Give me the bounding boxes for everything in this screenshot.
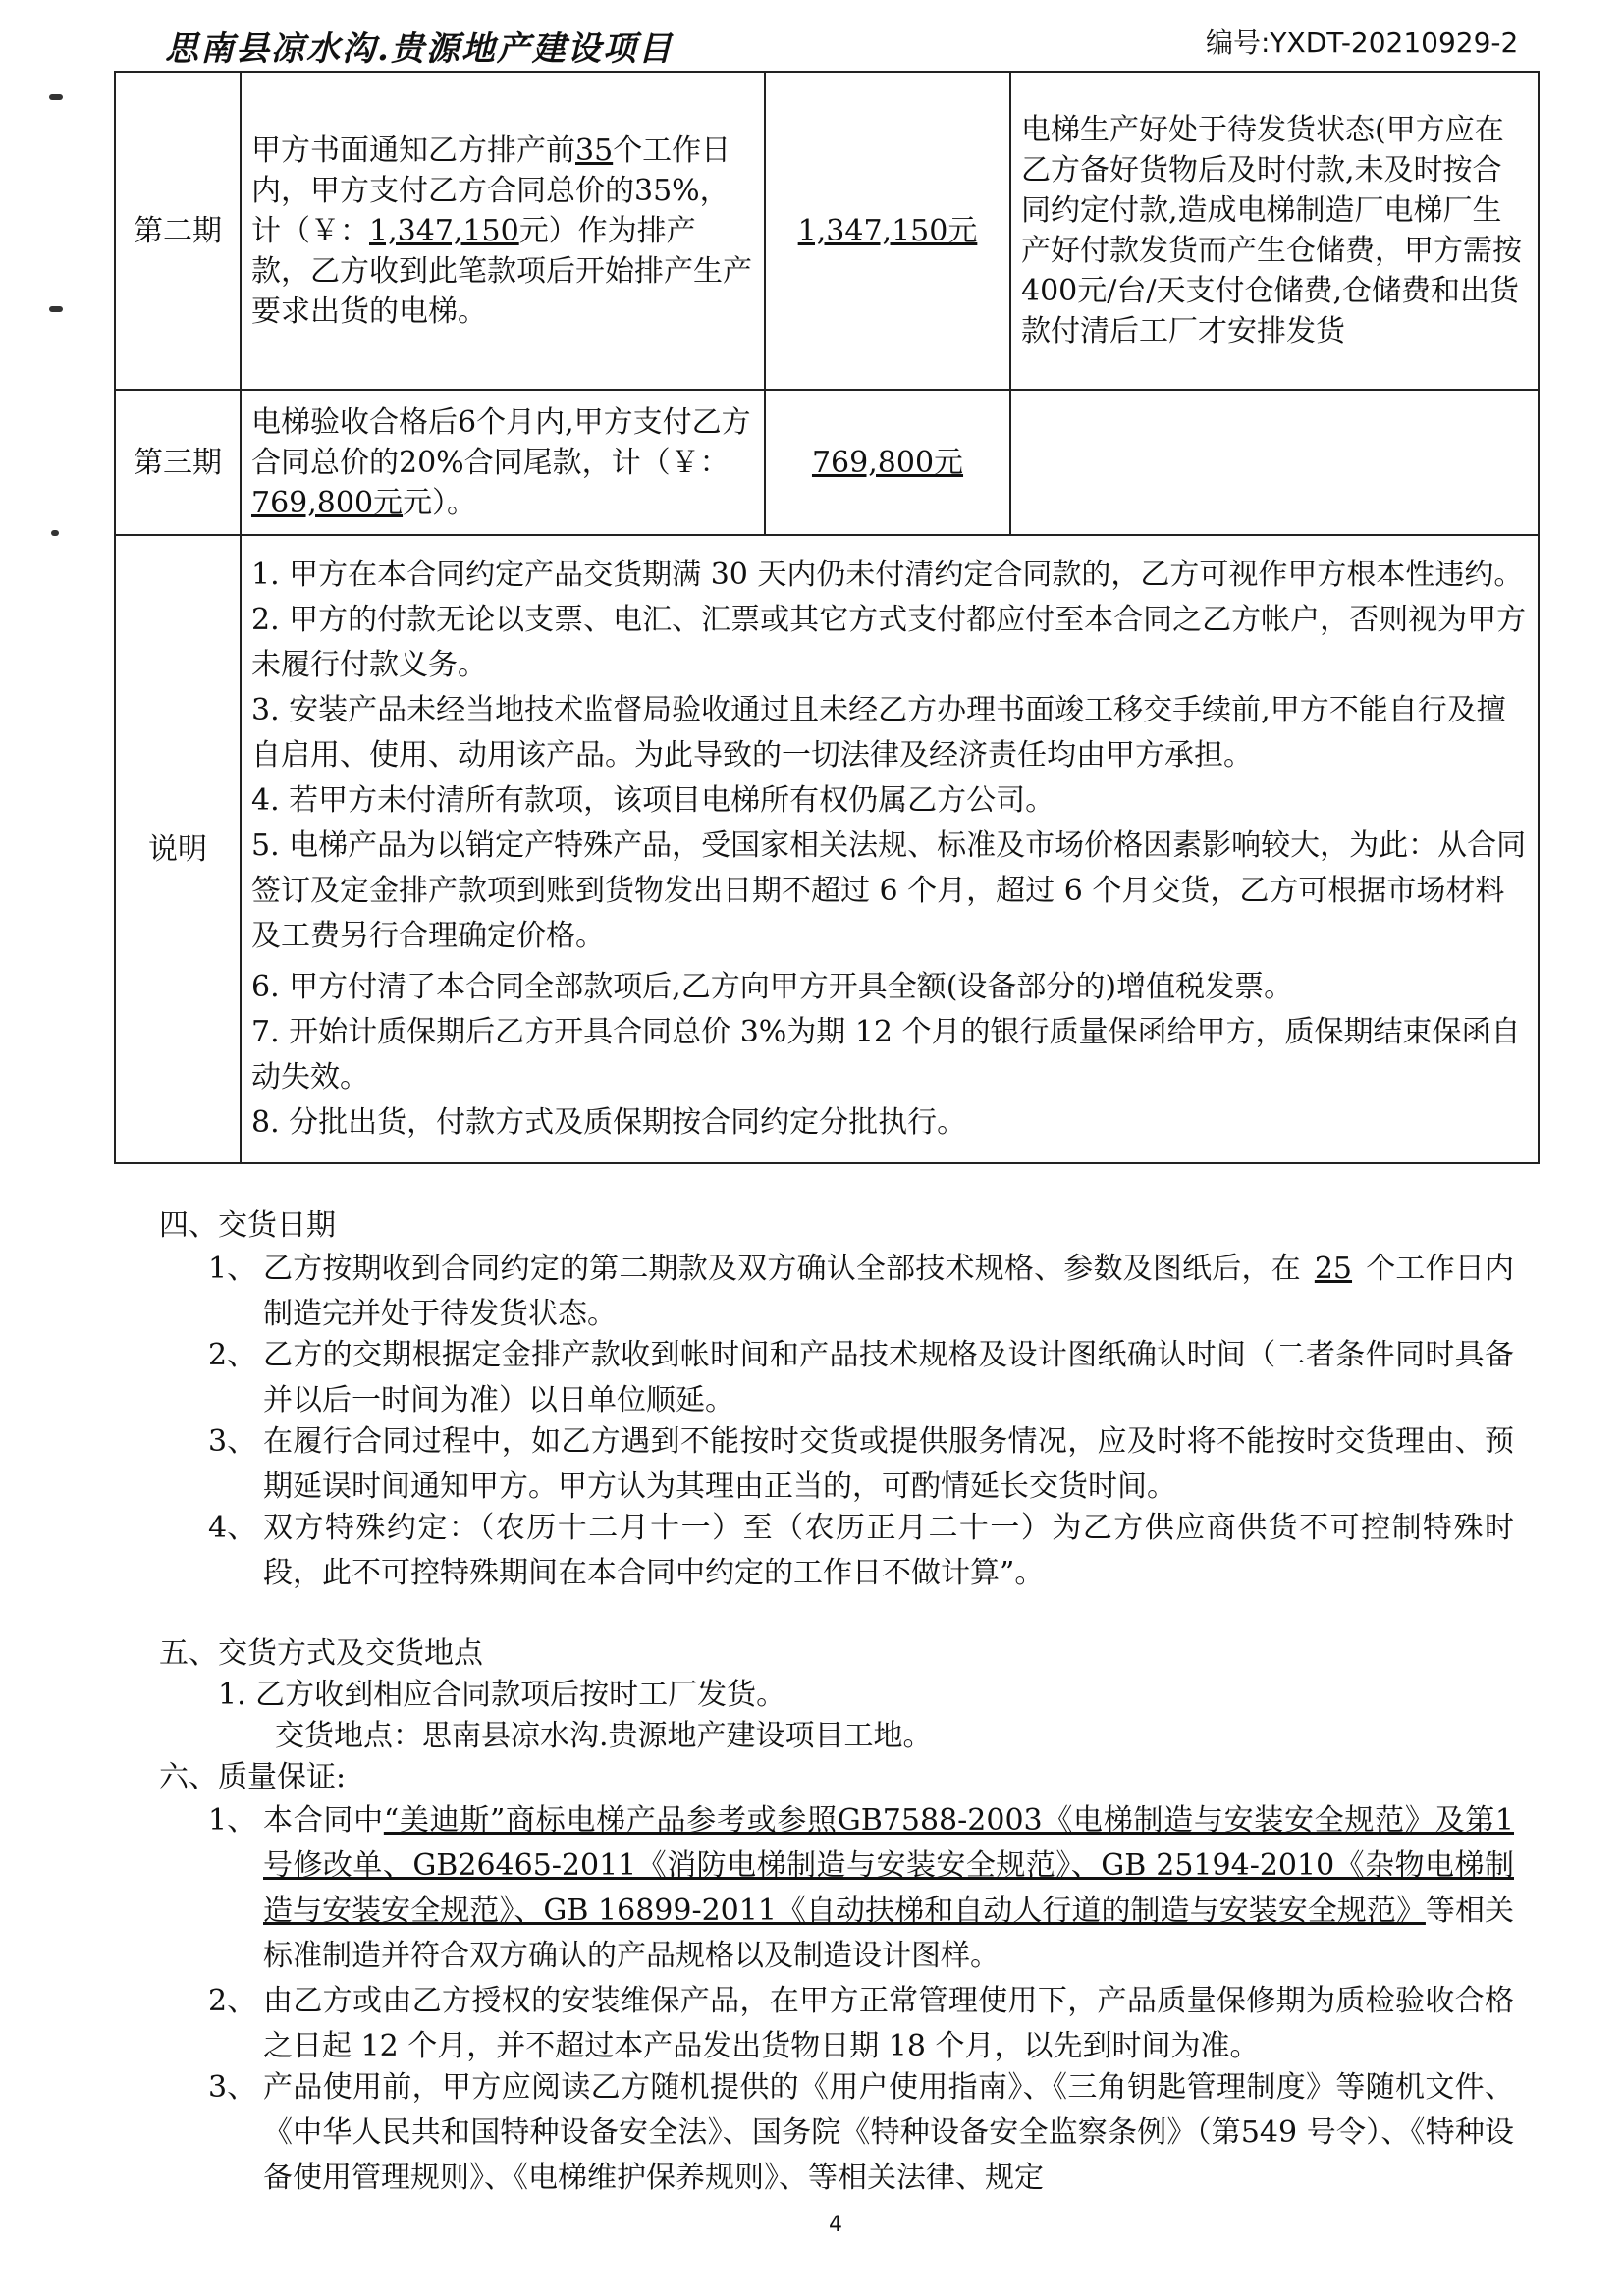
phase-cell: 第二期 [115, 72, 241, 390]
phase-amount: 1,347,150元 [765, 72, 1010, 390]
notes-cell [241, 535, 1539, 1163]
page-number: 4 [829, 2213, 842, 2237]
section-title: 五、交货方式及交货地点 [159, 1636, 483, 1671]
note-item: 2. 甲方的付款无论以支票、电汇、汇票或其它方式支付都应付至本合同之乙方帐户，否则视为甲方未履行付款义务。 [251, 603, 1527, 682]
phase-description: 甲方书面通知乙方排产前35个工作日内，甲方支付乙方合同总价的35%，计（￥：1,347,150元）作为排产款，乙方收到此笔款项后开始排产生产要求出货的电梯。 [241, 72, 765, 390]
margin-mark [49, 94, 63, 100]
table-row [115, 390, 1539, 535]
margin-mark [51, 530, 59, 536]
note-item: 5. 电梯产品为以销定产特殊产品，受国家相关法规、标准及市场价格因素影响较大，为此：从合同签订及定金排产款项到账到货物发出日期不超过 6 个月，超过 6 个月交货，乙方可根据市场材料及工费另行合理确定价格。 [251, 828, 1527, 953]
phase-remark: 电梯生产好处于待发货状态(甲方应在乙方备好货物后及时付款,未及时按合同约定付款,造成电梯制造厂电梯厂生产好付款发货而产生仓储费，甲方需按400元/台/天支付仓储费,仓储费和出货款付清后工厂才安排发货 [1010, 72, 1539, 390]
section-title: 六、质量保证: [159, 1760, 347, 1794]
header-title: 思南县凉水沟.贵源地产建设项目 [165, 29, 674, 69]
list-item: 2、 乙方的交期根据定金排产款收到帐时间和产品技术规格及设计图纸确认时间（二者条件同时具备并以后一时间为准）以日单位顺延。 [208, 1338, 1514, 1417]
table-row [115, 72, 1539, 390]
note-item: 8. 分批出货，付款方式及质保期按合同约定分批执行。 [251, 1105, 967, 1140]
list-item: 3、 在履行合同过程中，如乙方遇到不能按时交货或提供服务情况，应及时将不能按时交货理由、预期延误时间通知甲方。甲方认为其理由正当的，可酌情延长交货时间。 [208, 1424, 1514, 1504]
phase-description: 电梯验收合格后6个月内,甲方支付乙方合同总价的20%合同尾款，计（￥：769,800元元）。 [241, 390, 765, 535]
payment-table [114, 71, 1540, 1164]
list-item: 3、 产品使用前，甲方应阅读乙方随机提供的《用户使用指南》、《三角钥匙管理制度》等随机文件、《中华人民共和国特种设备安全法》、国务院《特种设备安全监察条例》（第549 号令）、《特种设备使用管理规则》、《电梯维护保养规则》、等相关法律、规定 [208, 2070, 1514, 2195]
phase-remark [1010, 390, 1539, 535]
list-item: 1、 本合同中“美迪斯”商标电梯产品参考或参照GB7588-2003《电梯制造与安装安全规范》及第1号修改单、GB26465-2011《消防电梯制造与安装安全规范》、GB 25194-2010《杂物电梯制造与安装安全规范》、GB 16899-2011《自动扶梯和自动人行道的制造与安装安全规范》等相关标准制造并符合双方确认的产品规格以及制造设计图样。 [208, 1803, 1515, 1973]
list-item: 1. 乙方收到相应合同款项后按时工厂发货。 [218, 1678, 786, 1712]
margin-mark [49, 306, 63, 312]
note-item: 4. 若甲方未付清所有款项，该项目电梯所有权仍属乙方公司。 [251, 783, 1055, 818]
document-code: 编号:YXDT-20210929-2 [1206, 27, 1519, 59]
notes-label: 说明 [115, 535, 241, 1163]
note-item: 7. 开始计质保期后乙方开具合同总价 3%为期 12 个月的银行质量保函给甲方，质保期结束保函自动失效。 [251, 1015, 1521, 1095]
list-item: 4、 双方特殊约定：（农历十二月十一）至（农历正月二十一）为乙方供应商供货不可控制特殊时段，此不可控特殊期间在本合同中约定的工作日不做计算”。 [208, 1511, 1514, 1590]
note-item: 6. 甲方付清了本合同全部款项后,乙方向甲方开具全额(设备部分的)增值税发票。 [251, 970, 1294, 1004]
phase-amount: 769,800元 [765, 390, 1010, 535]
note-item: 1. 甲方在本合同约定产品交货期满 30 天内仍未付清约定合同款的，乙方可视作甲方根本性违约。 [251, 558, 1524, 592]
list-item: 1、 乙方按期收到合同约定的第二期款及双方确认全部技术规格、参数及图纸后，在 25 个工作日内制造完并处于待发货状态。 [208, 1252, 1515, 1331]
section-title: 四、交货日期 [159, 1208, 336, 1243]
delivery-place: 交货地点：思南县凉水沟.贵源地产建设项目工地。 [275, 1719, 933, 1753]
table-row [115, 535, 1539, 1163]
note-item: 3. 安装产品未经当地技术监督局验收通过且未经乙方办理书面竣工移交手续前,甲方不能自行及擅自启用、使用、动用该产品。为此导致的一切法律及经济责任均由甲方承担。 [251, 693, 1506, 773]
phase-cell: 第三期 [115, 390, 241, 535]
list-item: 2、 由乙方或由乙方授权的安装维保产品，在甲方正常管理使用下，产品质量保修期为质检验收合格之日起 12 个月，并不超过本产品发出货物日期 18 个月，以先到时间为准。 [208, 1984, 1514, 2063]
